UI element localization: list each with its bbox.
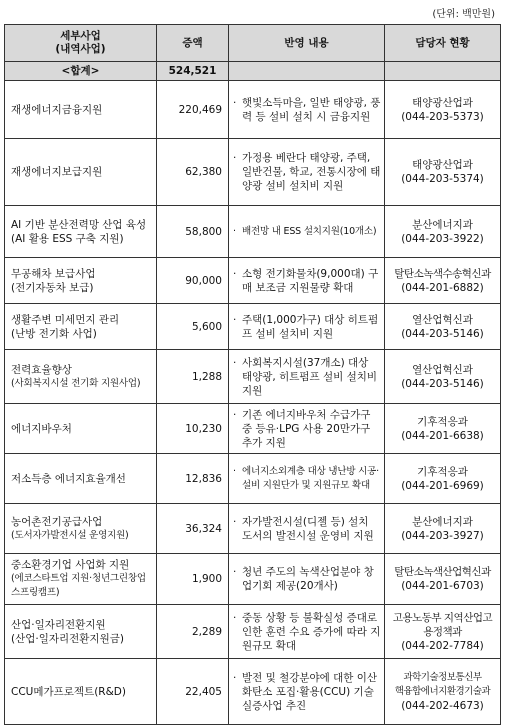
project-subname: (전기자동차 보급) xyxy=(11,281,94,294)
table-row xyxy=(5,504,501,554)
description-cell xyxy=(229,304,385,350)
description-text: 기존 에너지바우처 수급가구 중 등유·LPG 사용 20만가구 추가 지원 xyxy=(242,408,371,449)
increase-amount: 2,289 xyxy=(157,605,229,659)
bullet-mark: · xyxy=(233,267,237,280)
project-name-cell xyxy=(5,404,157,454)
description-cell xyxy=(229,504,385,554)
description-text: 사회복지시설(37개소) 대상 태양광, 히트펌프 설비 설치비 지원 xyxy=(242,356,378,397)
table-row xyxy=(5,454,501,504)
description-cell xyxy=(229,605,385,659)
table-row xyxy=(5,554,501,605)
contact-department: 열산업혁신과 xyxy=(412,313,473,326)
total-amount: 524,521 xyxy=(157,62,229,81)
description-cell xyxy=(229,554,385,605)
project-subname: (에코스타트업 지원·청년그린창업스프링캠프) xyxy=(11,573,146,598)
contact-phone: (044-203-5146) xyxy=(401,377,484,390)
project-subname: (AI 활용 ESS 구축 지원) xyxy=(11,232,124,245)
contact-department: 열산업혁신과 xyxy=(412,363,473,376)
header-project-line2: (내역사업) xyxy=(55,43,106,55)
description-text: 햇빛소득마을, 일반 태양광, 풍력 등 설비 설치 시 금융지원 xyxy=(242,96,381,123)
project-subname: (도서자가발전시설 운영지원) xyxy=(11,529,129,541)
contact-department: 고용노동부 지역산업고용정책과 xyxy=(392,611,493,638)
table-row xyxy=(5,350,501,404)
contact-department: 기후적응과 xyxy=(417,415,468,428)
increase-amount: 220,469 xyxy=(157,81,229,139)
description-text: 발전 및 철강분야에 대한 이산화탄소 포집·활용(CCU) 기술 실증사업 추진 xyxy=(242,671,378,712)
header-project xyxy=(5,25,157,62)
project-name: AI 기반 분산전력망 산업 육성 xyxy=(11,218,147,231)
project-name: 에너지바우처 xyxy=(11,422,72,435)
budget-table xyxy=(4,24,501,725)
project-name-cell xyxy=(5,554,157,605)
increase-amount: 22,405 xyxy=(157,659,229,725)
project-name-cell xyxy=(5,258,157,304)
increase-amount: 1,288 xyxy=(157,350,229,404)
increase-amount: 62,380 xyxy=(157,139,229,206)
contact-cell xyxy=(385,659,501,725)
bullet-mark: · xyxy=(233,225,236,237)
contact-cell xyxy=(385,350,501,404)
bullet-mark: · xyxy=(233,515,237,528)
description-cell xyxy=(229,258,385,304)
description-text: 중동 상황 등 불확실성 증대로 인한 훈련 수요 증가에 따라 지원규모 확대 xyxy=(242,611,381,652)
project-name-cell xyxy=(5,605,157,659)
description-text: 소형 전기화물차(9,000대) 구매 보조금 지원물량 확대 xyxy=(242,267,379,294)
contact-cell xyxy=(385,81,501,139)
description-text: 주택(1,000가구) 대상 히트펌프 설비 설치비 지원 xyxy=(242,313,379,340)
contact-department: 탈탄소녹색산업혁신과 xyxy=(394,566,491,578)
table-row xyxy=(5,304,501,350)
project-name: 저소득층 에너지효율개선 xyxy=(11,472,126,485)
bullet-mark: · xyxy=(233,96,237,109)
project-name-cell xyxy=(5,454,157,504)
contact-cell xyxy=(385,554,501,605)
project-name-cell xyxy=(5,304,157,350)
description-text: 배전망 내 ESS 설치지원(10개소) xyxy=(242,225,377,237)
contact-phone: (044-203-5146) xyxy=(401,327,484,340)
contact-cell xyxy=(385,206,501,258)
project-name-cell xyxy=(5,659,157,725)
contact-phone: (044-202-4673) xyxy=(401,699,484,712)
bullet-mark: · xyxy=(233,356,237,369)
description-cell xyxy=(229,350,385,404)
header-contact: 담당자 현황 xyxy=(385,25,501,62)
project-subname: (난방 전기화 사업) xyxy=(11,327,97,340)
header-project-line1: 세부사업 xyxy=(60,30,101,42)
description-text: 자가발전시설(디젤 등) 설치 도서의 발전시설 운영비 지원 xyxy=(242,515,374,542)
description-cell xyxy=(229,404,385,454)
contact-department: 분산에너지과 xyxy=(412,218,473,231)
project-name: 생활주변 미세먼지 관리 xyxy=(11,313,120,326)
contact-department: 기후적응과 xyxy=(417,465,468,478)
project-name: 재생에너지금융지원 xyxy=(11,103,103,116)
bullet-mark: · xyxy=(233,566,237,578)
increase-amount: 1,900 xyxy=(157,554,229,605)
contact-phone: (044-201-6638) xyxy=(401,429,484,442)
bullet-mark: · xyxy=(233,465,236,477)
contact-cell xyxy=(385,139,501,206)
contact-cell xyxy=(385,504,501,554)
project-name: 농어촌전기공급사업 xyxy=(11,515,103,528)
project-name: CCU메가프로젝트(R&D) xyxy=(11,685,126,698)
total-contact-empty xyxy=(385,62,501,81)
contact-ministry: 과학기술정보통신부 xyxy=(403,671,482,683)
description-cell xyxy=(229,81,385,139)
header-content: 반영 내용 xyxy=(229,25,385,62)
table-row xyxy=(5,139,501,206)
contact-department: 태양광산업과 xyxy=(412,96,473,109)
project-subname: (산업·일자리전환지원금) xyxy=(11,632,124,645)
bullet-mark: · xyxy=(233,152,237,164)
description-cell xyxy=(229,454,385,504)
table-row xyxy=(5,404,501,454)
bullet-mark: · xyxy=(233,611,237,624)
description-text: 가정용 베란다 태양광, 주택, 일반건물, 학교, 전통시장에 태양광 설비 설치비 지원 xyxy=(242,152,381,192)
contact-department: 태양광산업과 xyxy=(412,159,473,171)
contact-cell xyxy=(385,404,501,454)
increase-amount: 36,324 xyxy=(157,504,229,554)
total-content-empty xyxy=(229,62,385,81)
bullet-mark: · xyxy=(233,408,237,421)
contact-phone: (044-201-6703) xyxy=(401,580,484,592)
contact-department: 탈탄소녹색수송혁신과 xyxy=(394,267,491,280)
project-name-cell xyxy=(5,81,157,139)
contact-phone: (044-203-3927) xyxy=(401,529,484,542)
contact-phone: (044-201-6969) xyxy=(401,479,484,492)
increase-amount: 5,600 xyxy=(157,304,229,350)
contact-phone: (044-201-6882) xyxy=(401,281,484,294)
table-row xyxy=(5,81,501,139)
project-name: 재생에너지보급지원 xyxy=(11,166,103,178)
project-name-cell xyxy=(5,504,157,554)
contact-phone: (044-203-5373) xyxy=(401,110,484,123)
project-name-cell xyxy=(5,350,157,404)
project-subname: (사회복지시설 전기화 지원사업) xyxy=(11,377,141,389)
total-row xyxy=(5,62,501,81)
increase-amount: 12,836 xyxy=(157,454,229,504)
contact-cell xyxy=(385,258,501,304)
description-text: 에너지소외계층 대상 냉난방 시공·설비 지원단가 및 지원규모 확대 xyxy=(242,465,379,491)
description-text: 청년 주도의 녹색산업분야 창업기회 제공(20개사) xyxy=(242,566,374,592)
contact-department: 핵융합에너지환경기술과 xyxy=(394,685,491,697)
header-row xyxy=(5,25,501,62)
project-name-cell xyxy=(5,206,157,258)
table-row xyxy=(5,659,501,725)
table-row xyxy=(5,605,501,659)
contact-department: 분산에너지과 xyxy=(412,515,473,528)
description-cell xyxy=(229,139,385,206)
total-label: <합계> xyxy=(5,62,157,81)
description-cell xyxy=(229,659,385,725)
bullet-mark: · xyxy=(233,671,237,684)
header-amount: 증액 xyxy=(157,25,229,62)
project-name: 산업·일자리전환지원 xyxy=(11,618,106,631)
table-row xyxy=(5,258,501,304)
increase-amount: 58,800 xyxy=(157,206,229,258)
increase-amount: 10,230 xyxy=(157,404,229,454)
project-name: 전력효율향상 xyxy=(11,363,72,376)
unit-label: (단위: 백만원) xyxy=(432,9,495,20)
contact-cell xyxy=(385,454,501,504)
contact-cell xyxy=(385,605,501,659)
description-cell xyxy=(229,206,385,258)
contact-cell xyxy=(385,304,501,350)
bullet-mark: · xyxy=(233,313,237,326)
project-name-cell xyxy=(5,139,157,206)
contact-phone: (044-203-3922) xyxy=(401,232,484,245)
increase-amount: 90,000 xyxy=(157,258,229,304)
project-name: 중소환경기업 사업화 지원 xyxy=(11,559,130,571)
table-row xyxy=(5,206,501,258)
contact-phone: (044-202-7784) xyxy=(401,639,484,652)
project-name: 무공해차 보급사업 xyxy=(11,267,96,280)
contact-phone: (044-203-5374) xyxy=(401,173,484,185)
